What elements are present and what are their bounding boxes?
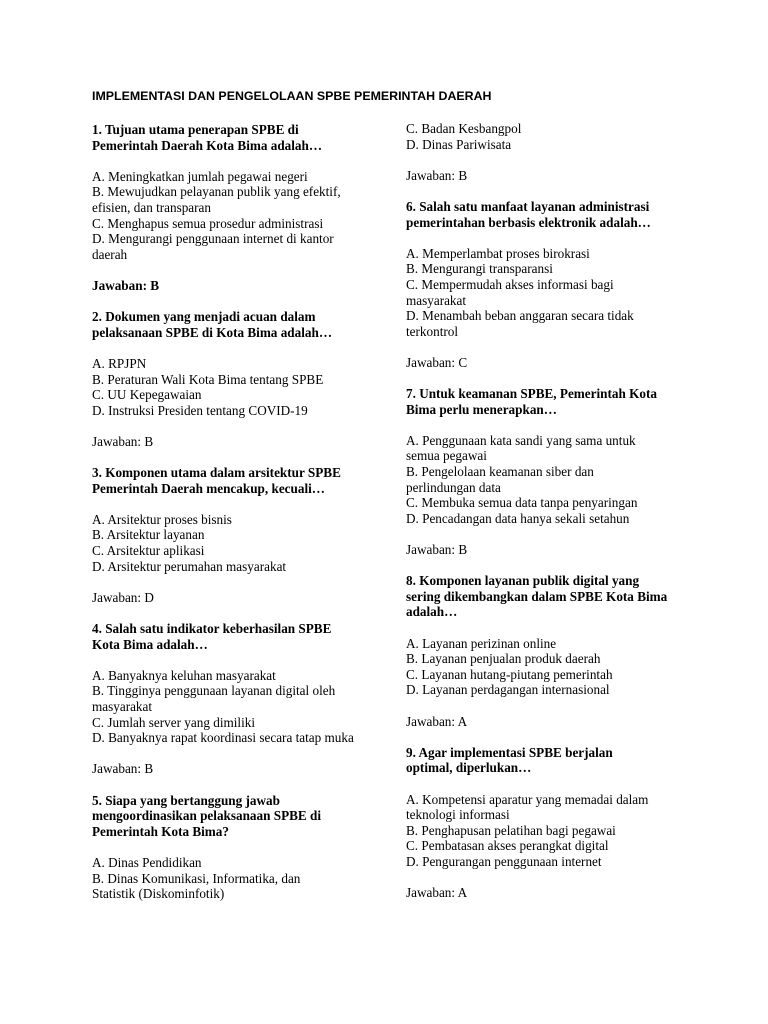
option-c: C. Mempermudah akses informasi bagi masyarakat bbox=[406, 276, 614, 308]
question-text: 7. Untuk keamanan SPBE, Pemerintah Kota Bima perlu menerapkan… bbox=[406, 386, 657, 417]
answer-label: Jawaban: D bbox=[92, 589, 154, 605]
option-a: A. RPJPN bbox=[92, 355, 147, 371]
option-b: B. Pengelolaan keamanan siber dan perlindungan data bbox=[406, 464, 594, 495]
answer-label: Jawaban: A bbox=[406, 713, 468, 729]
option-c: C. Membuka semua data tanpa penyaringan bbox=[406, 495, 638, 511]
option-b: B. Mengurangi transparansi bbox=[406, 261, 553, 277]
question-block bbox=[406, 745, 698, 901]
question-block bbox=[92, 465, 384, 621]
question-block-continued bbox=[406, 121, 698, 199]
answer-label: Jawaban: B bbox=[406, 542, 468, 558]
option-a: A. Meningkatkan jumlah pegawai negeri bbox=[92, 168, 308, 184]
answer-label: Jawaban: C bbox=[406, 354, 468, 370]
question-block bbox=[406, 573, 698, 745]
answer-label: Jawaban: A bbox=[406, 885, 468, 901]
question-block bbox=[92, 309, 384, 465]
option-a: A. Arsitektur proses bisnis bbox=[92, 511, 232, 527]
option-c: C. Pembatasan akses perangkat digital bbox=[406, 838, 609, 854]
question-text: 2. Dokumen yang menjadi acuan dalam pelaksanaan SPBE di Kota Bima adalah… bbox=[92, 309, 333, 340]
option-a: A. Penggunaan kata sandi yang sama untuk semua pegawai bbox=[406, 432, 636, 464]
question-block bbox=[92, 122, 384, 309]
question-text: 3. Komponen utama dalam arsitektur SPBE Pemerintah Daerah mencakup, kecuali… bbox=[92, 465, 341, 496]
document-title: IMPLEMENTASI DAN PENGELOLAAN SPBE PEMERINTAH DAERAH bbox=[92, 89, 492, 103]
question-block bbox=[406, 199, 698, 386]
option-b: B. Penghapusan pelatihan bagi pegawai bbox=[406, 822, 616, 838]
answer-label: Jawaban: B bbox=[406, 167, 468, 183]
left-column bbox=[92, 122, 384, 902]
answer-label: Jawaban: B bbox=[92, 433, 154, 449]
option-a: A. Memperlambat proses birokrasi bbox=[406, 245, 590, 261]
option-d: D. Pencadangan data hanya sekali setahun bbox=[406, 510, 630, 526]
option-a: A. Banyaknya keluhan masyarakat bbox=[92, 667, 276, 683]
option-c: C. Layanan hutang-piutang pemerintah bbox=[406, 666, 613, 682]
right-column bbox=[406, 121, 698, 901]
answer-label: Jawaban: B bbox=[92, 277, 160, 293]
option-c: C. Arsitektur aplikasi bbox=[92, 543, 205, 559]
option-c: C. Badan Kesbangpol bbox=[406, 121, 522, 136]
option-d: D. Layanan perdagangan internasional bbox=[406, 682, 610, 698]
option-d: D. Arsitektur perumahan masyarakat bbox=[92, 558, 287, 574]
option-d: D. Pengurangan penggunaan internet bbox=[406, 853, 602, 869]
option-c: C. UU Kepegawaian bbox=[92, 387, 202, 403]
option-b: B. Peraturan Wali Kota Bima tentang SPBE bbox=[92, 371, 324, 387]
question-text: 4. Salah satu indikator keberhasilan SPBE Kota Bima adalah… bbox=[92, 621, 332, 652]
option-d: D. Mengurangi penggunaan internet di kantor daerah bbox=[92, 231, 334, 262]
question-text: 1. Tujuan utama penerapan SPBE di Pemerintah Daerah Kota Bima adalah… bbox=[92, 122, 323, 153]
option-c: C. Jumlah server yang dimiliki bbox=[92, 714, 255, 730]
question-block bbox=[406, 386, 698, 573]
option-b: B. Tingginya penggunaan layanan digital oleh masyarakat bbox=[92, 683, 336, 714]
option-d: D. Menambah beban anggaran secara tidak terkontrol bbox=[406, 308, 634, 339]
option-a: A. Layanan perizinan online bbox=[406, 635, 557, 651]
question-text: 5. Siapa yang bertanggung jawab mengoordinasikan pelaksanaan SPBE di Pemerintah Kota Bima? bbox=[92, 792, 322, 839]
question-block bbox=[92, 793, 384, 902]
option-b: B. Layanan penjualan produk daerah bbox=[406, 651, 601, 667]
option-c: C. Menghapus semua prosedur administrasi bbox=[92, 215, 324, 231]
question-text: 8. Komponen layanan publik digital yang sering dikembangkan dalam SPBE Kota Bima adalah… bbox=[406, 573, 668, 620]
question-text: 9. Agar implementasi SPBE berjalan optimal, diperlukan… bbox=[406, 744, 613, 776]
option-d: D. Instruksi Presiden tentang COVID-19 bbox=[92, 402, 308, 418]
option-a: A. Kompetensi aparatur yang memadai dalam teknologi informasi bbox=[406, 791, 649, 823]
option-b: B. Dinas Komunikasi, Informatika, dan Statistik (Diskominfotik) bbox=[92, 870, 301, 902]
question-text: 6. Salah satu manfaat layanan administrasi pemerintahan berbasis elektronik adalah… bbox=[406, 198, 651, 230]
option-d: D. Dinas Pariwisata bbox=[406, 136, 512, 152]
option-b: B. Arsitektur layanan bbox=[92, 527, 205, 543]
answer-label: Jawaban: B bbox=[92, 761, 154, 777]
question-block bbox=[92, 621, 384, 793]
option-a: A. Dinas Pendidikan bbox=[92, 854, 202, 870]
option-b: B. Mewujudkan pelayanan publik yang efektif, efisien, dan transparan bbox=[92, 184, 341, 215]
option-d: D. Banyaknya rapat koordinasi secara tatap muka bbox=[92, 730, 354, 746]
